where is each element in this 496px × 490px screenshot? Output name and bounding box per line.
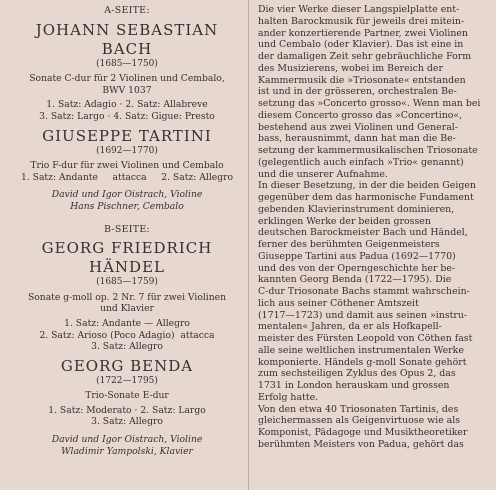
liner-note-line: gegenüber dem das harmonische Fundament (258, 192, 474, 203)
movements-tartini: 1. Satz: Andante attacca 2. Satz: Allegro (20, 171, 234, 183)
composer-handel: GEORG FRIEDRICH HÄNDEL (41, 239, 213, 277)
liner-notes (258, 4, 490, 451)
liner-note-line: zum sechsteiligen Zyklus des Opus 2, das (258, 368, 456, 380)
liner-note-line: diesem Concerto grosso das »Concertino«, (258, 109, 463, 121)
work-bach (14, 73, 240, 96)
liner-note-line: und des von der Operngeschichte her be- (258, 262, 456, 274)
work-benda: Trio-Sonate E-dur (85, 390, 169, 402)
performers-b-side (14, 434, 240, 457)
liner-note-line: 1731 in London herauskam und grossen (258, 380, 450, 391)
work-line: und Klavier (100, 303, 154, 315)
performer-line: Wladimir Yampolski, Klavier (61, 445, 193, 457)
work-handel (14, 292, 240, 315)
work-tartini: Trio F-dur für zwei Violinen und Cembalo (30, 160, 224, 172)
liner-note-line: erklingen Werke der beiden grossen (258, 215, 431, 227)
movements-benda (14, 405, 240, 428)
movement-line: 2. Satz: Arioso (Poco Adagio) attacca (39, 329, 215, 341)
liner-note-line: In dieser Besetzung, in der die beiden Geigen (258, 180, 476, 192)
liner-note-line: und Cembalo (oder Klavier). Das ist eine in (258, 39, 464, 51)
liner-note-line: mentalen« Jahren, da er als Hofkapell- (258, 321, 442, 333)
liner-note-line: Erfolg hatte. (258, 391, 319, 403)
performer-line: David und Igor Oistrach, Violine (51, 434, 203, 446)
liner-note-line: (gelegentlich auch einfach »Trio« genannt) (258, 156, 464, 168)
liner-note-line: ferner des berühmten Geigenmeisters (258, 239, 440, 250)
liner-note-line: Die vier Werke dieser Langspielplatte ent- (258, 4, 460, 15)
b-side-heading: B-SEITE: (104, 223, 150, 235)
dates-tartini: (1692—1770) (96, 145, 158, 156)
liner-note-line: kannten Georg Benda (1722—1795). Die (258, 274, 452, 286)
dates-handel: (1685—1759) (96, 277, 158, 288)
liner-note-line: ist und in der grösseren, orchestralen Be- (258, 86, 457, 98)
liner-note-line: der damaligen Zeit sehr gebräuchliche Form (258, 51, 472, 62)
liner-note-line: C-dur Triosonate Bachs stammt wahrschein- (258, 286, 470, 297)
a-side-heading: A-SEITE: (104, 5, 150, 16)
liner-note-line: meister des Fürsten Leopold von Cöthen fast (258, 333, 473, 344)
movements-handel (14, 318, 240, 353)
performer-line: Hans Pischner, Cembalo (70, 200, 184, 212)
movement-line: 3. Satz: Allegro (91, 341, 163, 353)
liner-note-line: bestehend aus zwei Violinen und General- (258, 121, 458, 133)
movement-line: 1. Satz: Andante — Allegro (64, 317, 190, 329)
movement-line: 3. Satz: Largo · 4. Satz: Gigue: Presto (39, 110, 215, 122)
composer-bach: JOHANN SEBASTIAN BACH (35, 20, 219, 58)
movement-line: 3. Satz: Allegro (91, 416, 163, 428)
dates-benda: (1722—1795) (96, 375, 158, 386)
liner-note-line: des Musizierens, wobei im Bereich der (258, 62, 443, 74)
liner-note-line: ander konzertierende Partner, zwei Violinen (258, 27, 468, 39)
movement-line: 1. Satz: Moderato · 2. Satz: Largo (48, 404, 206, 416)
movement-line: 1. Satz: Adagio · 2. Satz: Allabreve (46, 99, 208, 111)
work-line: Sonate C-dur für 2 Violinen und Cembalo, (29, 73, 225, 85)
column-divider (248, 0, 249, 490)
work-line: BWV 1037 (102, 84, 152, 96)
performers-a-side (14, 189, 240, 212)
liner-note-line: komponierte. Händels g-moll Sonate gehört (258, 356, 467, 368)
movements-bach (14, 99, 240, 122)
performer-line: David und Igor Oistrach, Violine (51, 189, 203, 201)
liner-note-line: gebenden Klavierinstrument dominieren, (258, 203, 455, 215)
liner-note-line: (1717—1723) und damit aus seinen »instru- (258, 309, 468, 321)
track-listing (14, 4, 240, 457)
liner-note-line: setzung das »Concerto grosso«. Wenn man bei (258, 98, 481, 109)
liner-note-line: halten Barockmusik für jeweils drei mitein- (258, 15, 465, 27)
liner-note-line: Komponist, Pädagoge und Musiktheoretiker (258, 427, 468, 438)
liner-note-line: bass, herausnimmt, dann hat man die Be- (258, 133, 456, 145)
composer-benda: GEORG BENDA (60, 356, 194, 375)
liner-note-line: gleichermassen als Geigenvirtuose wie als (258, 415, 461, 427)
liner-note-line: alle seine weltlichen instrumentalen Werke (258, 344, 464, 356)
liner-note-line: Giuseppe Tartini aus Padua (1692—1770) (258, 250, 456, 262)
liner-note-line: setzung der kammermusikalischen Triosonate (258, 145, 478, 156)
liner-note-line: berühmten Meisters von Padua, gehört das (258, 438, 464, 450)
liner-note-line: lich aus seiner Cöthener Amtszeit (258, 297, 419, 309)
liner-note-line: Kammermusik die »Triosonate« entstanden (258, 74, 466, 86)
liner-note-line: und die unserer Aufnahme. (258, 168, 388, 180)
composer-tartini: GIUSEPPE TARTINI (42, 126, 212, 145)
liner-note-line: Von den etwa 40 Triosonaten Tartinis, des (258, 403, 459, 415)
liner-note-line: deutschen Barockmeister Bach und Händel, (258, 227, 468, 239)
work-line: Sonate g-moll op. 2 Nr. 7 für zwei Violinen (27, 291, 227, 303)
dates-bach: (1685—1750) (96, 58, 158, 69)
